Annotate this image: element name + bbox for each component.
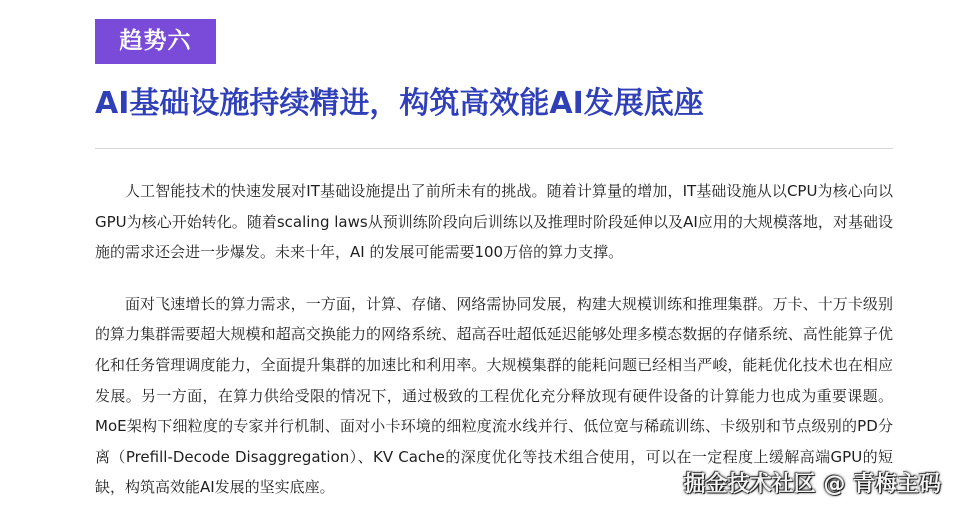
watermark-text: 掘金技术社区 @ 青梅主码: [683, 472, 941, 497]
paragraph-2: 面对飞速增长的算力需求，一方面，计算、存储、网络需协同发展，构建大规模训练和推理集群。万卡、十万卡级别的算力集群需要超大规模和超高交换能力的网络系统、超高吞吐超低延迟能够处理多模态数据的存储系统、高性能算子优化和任务管理调度能力，全面提升集群的加速比和利用率。大规模集群的能耗问题已经相当严峻，能耗优化技术也在相应发展。另一方面，在算力供给受限的情况下，通过极致的工程优化充分释放现有硬件设备的计算能力也成为重要课题。MoE架构下细粒度的专家并行机制、面对小卡环境的细粒度流水线并行、低位宽与稀疏训练、卡级别和节点级别的PD分离（Prefill-Decode Disaggregation）、KV Cache的深度优化等技术组合使用，可以在一定程度上缓解高端GPU的短缺，构筑高效能AI发展的坚实底座。: [95, 294, 893, 497]
body-text: [95, 176, 893, 503]
section-title: AI基础设施持续精进，构筑高效能AI发展底座: [95, 86, 704, 121]
section-badge: 趋势六: [95, 19, 216, 64]
title-divider: [95, 148, 893, 149]
paragraph-1: 人工智能技术的快速发展对IT基础设施提出了前所未有的挑战。随着计算量的增加，IT基础设施从以CPU为核心向以GPU为核心开始转化。随着scaling laws从预训练阶段向后训练以及推理时阶段延伸以及AI应用的大规模落地，对基础设施的需求还会进一步爆发。未来十年，AI 的发展可能需要100万倍的算力支撑。: [95, 182, 893, 262]
